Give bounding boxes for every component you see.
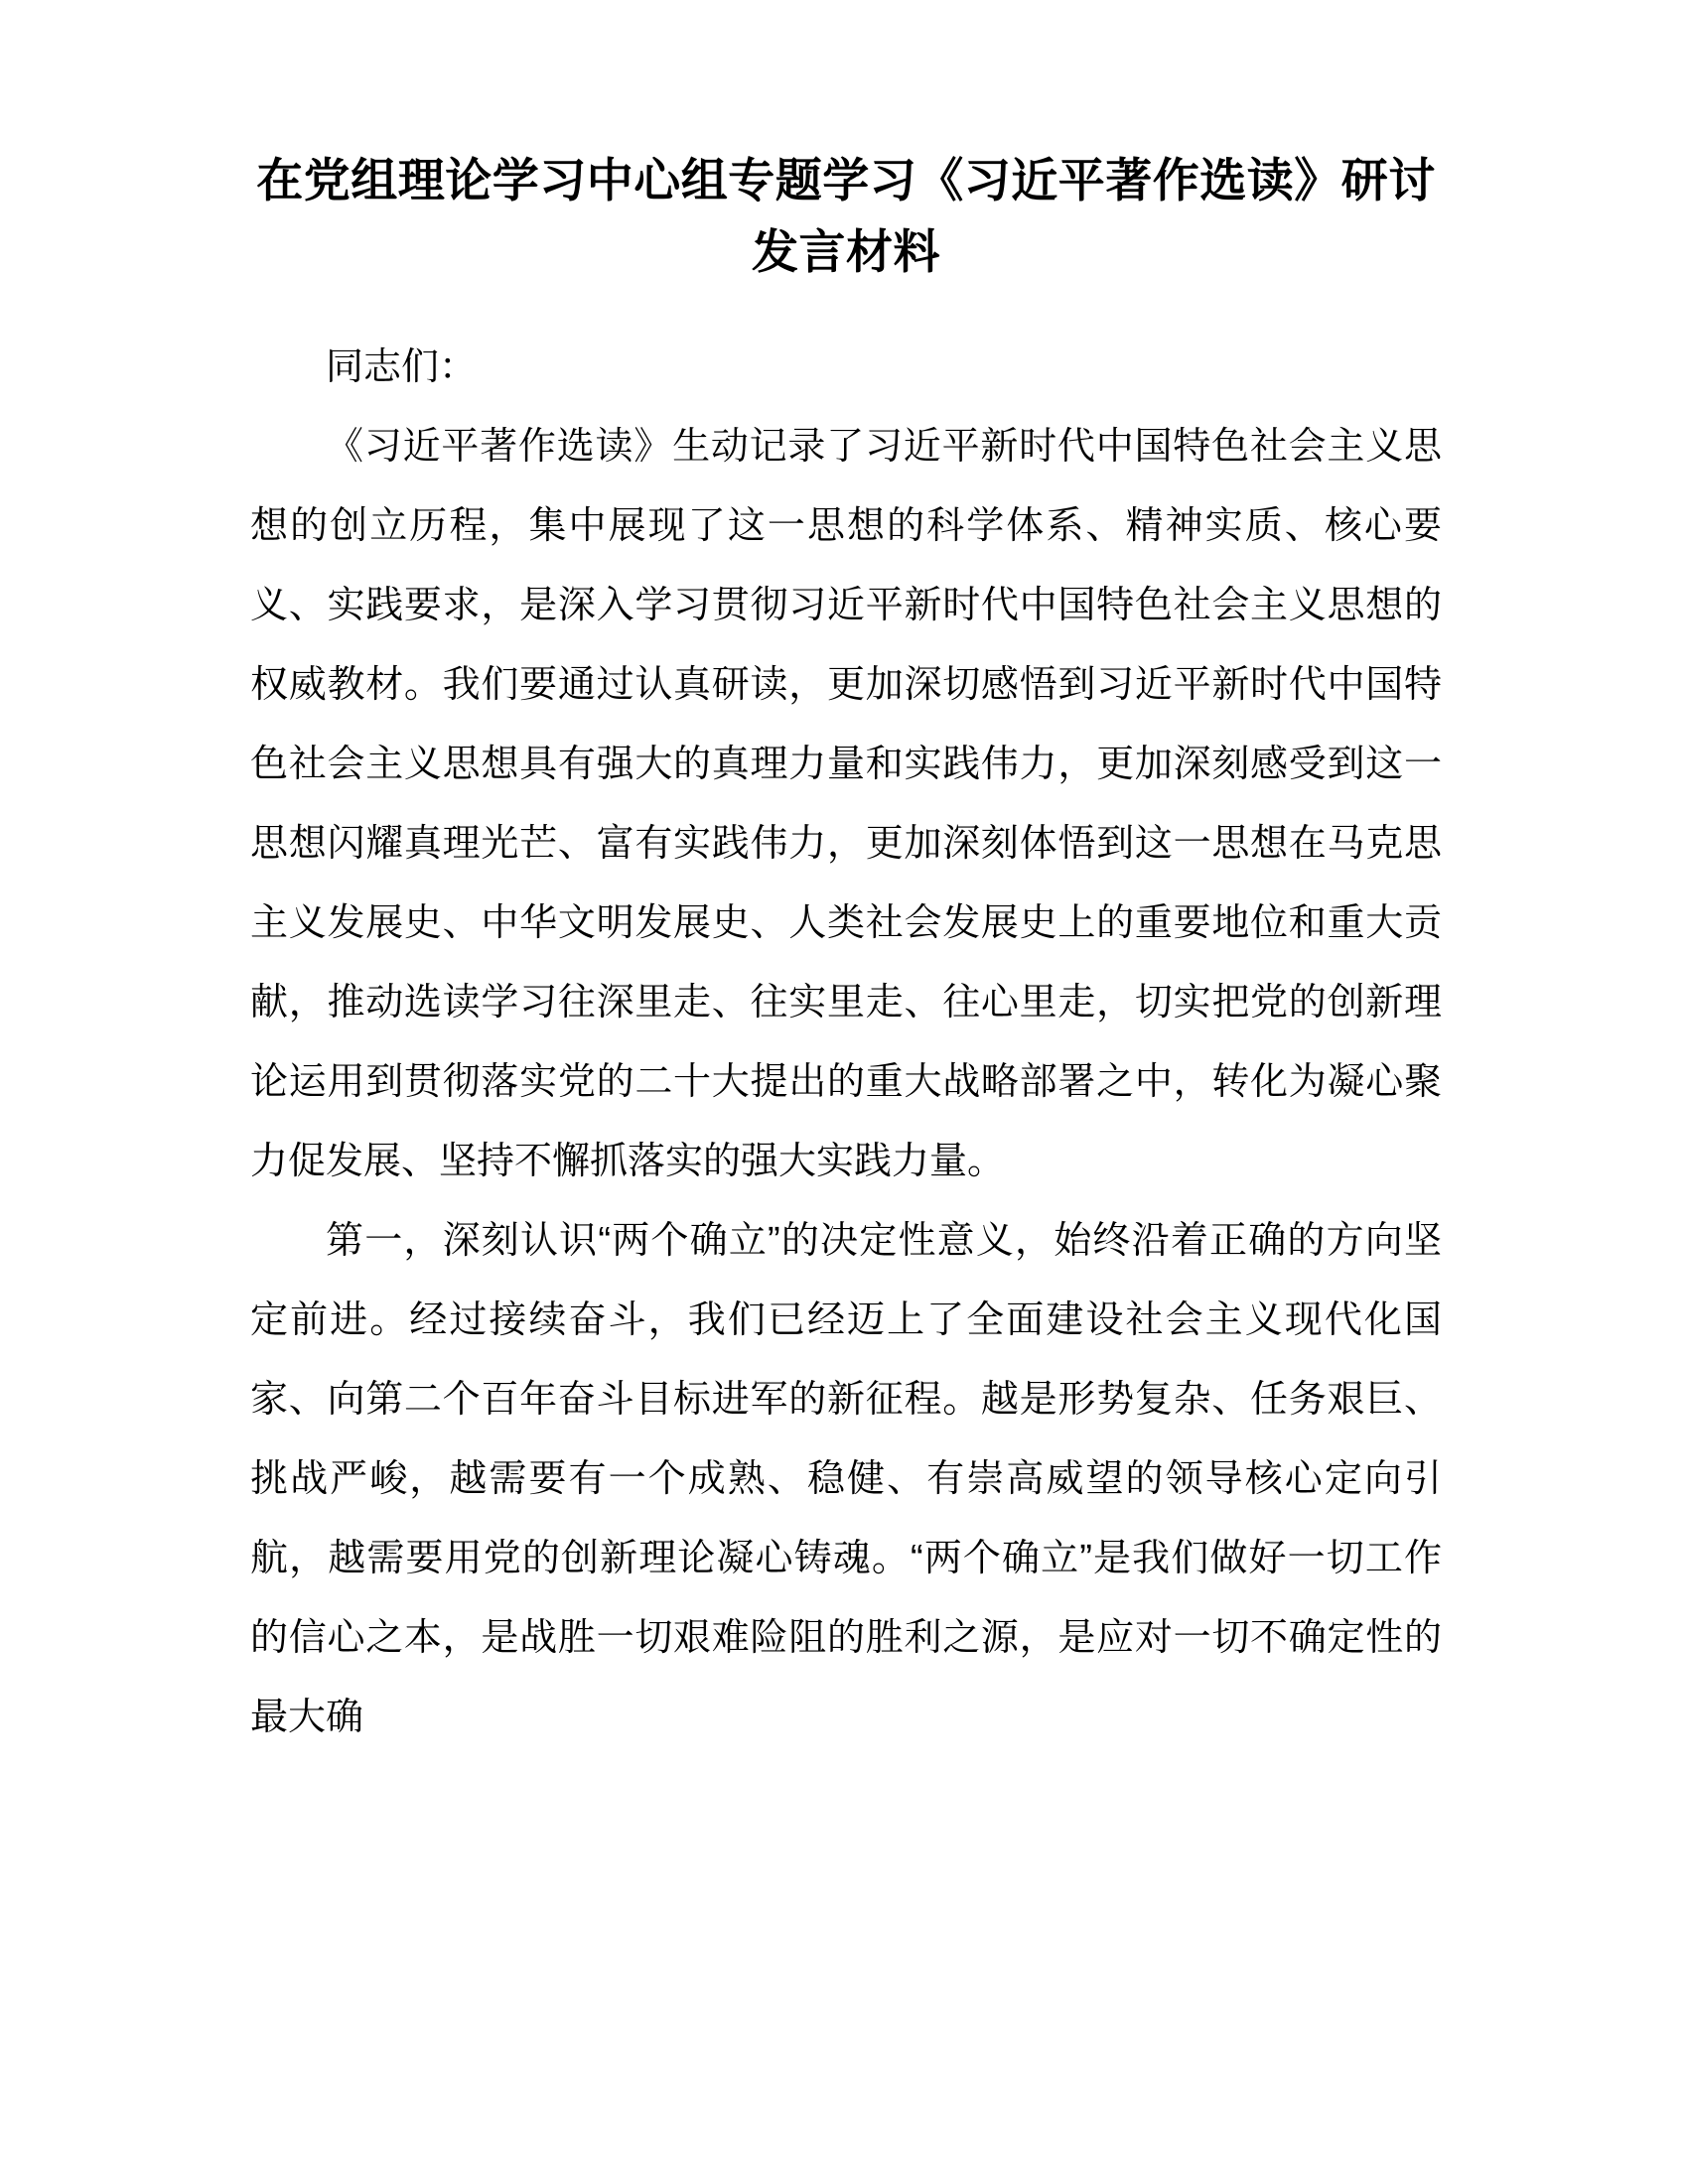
document-title-line-2: 选读》研讨发言材料 bbox=[752, 154, 1436, 278]
paragraph-point-one: 第一，深刻认识“两个确立”的决定性意义，始终沿着正确的方向坚定前进。经过接续奋斗，我们已经迈上了全面建设社会主义现代化国家、向第二个百年奋斗目标进军的新征程。越是形势复杂、任务艰巨、挑战严峻，越需要有一个成熟、稳健、有崇高威望的领导核心定向引航，越需要用党的创新理论凝心铸魂。“两个确立”是我们做好一切工作的信心之本，是战胜一切艰难险阻的胜利之源，是应对一切不确定性的最大确 bbox=[250, 1220, 1442, 1738]
document-title bbox=[250, 0, 1442, 288]
paragraph-intro: 《习近平著作选读》生动记录了习近平新时代中国特色社会主义思想的创立历程，集中展现了这一思想的科学体系、精神实质、核心要义、实践要求，是深入学习贯彻习近平新时代中国特色社会主义思想的权威教材。我们要通过认真研读，更加深切感悟到习近平新时代中国特色社会主义思想具有强大的真理力量和实践伟力，更加深刻感受到这一思想闪耀真理光芒、富有实践伟力，更加深刻体悟到这一思想在马克思主义发展史、中华文明发展史、人类社会发展史上的重要地位和重大贡献，推动选读学习往深里走、往实里走、往心里走，切实把党的创新理论运用到贯彻落实党的二十大提出的重大战略部署之中，转化为凝心聚力促发展、坚持不懈抓落实的强大实践力量。 bbox=[250, 426, 1442, 1182]
document-content bbox=[250, 0, 1442, 1757]
document-title-line-1: 在党组理论学习中心组专题学习《习近平著作 bbox=[256, 154, 1200, 206]
salutation: 同志们： bbox=[326, 346, 478, 388]
